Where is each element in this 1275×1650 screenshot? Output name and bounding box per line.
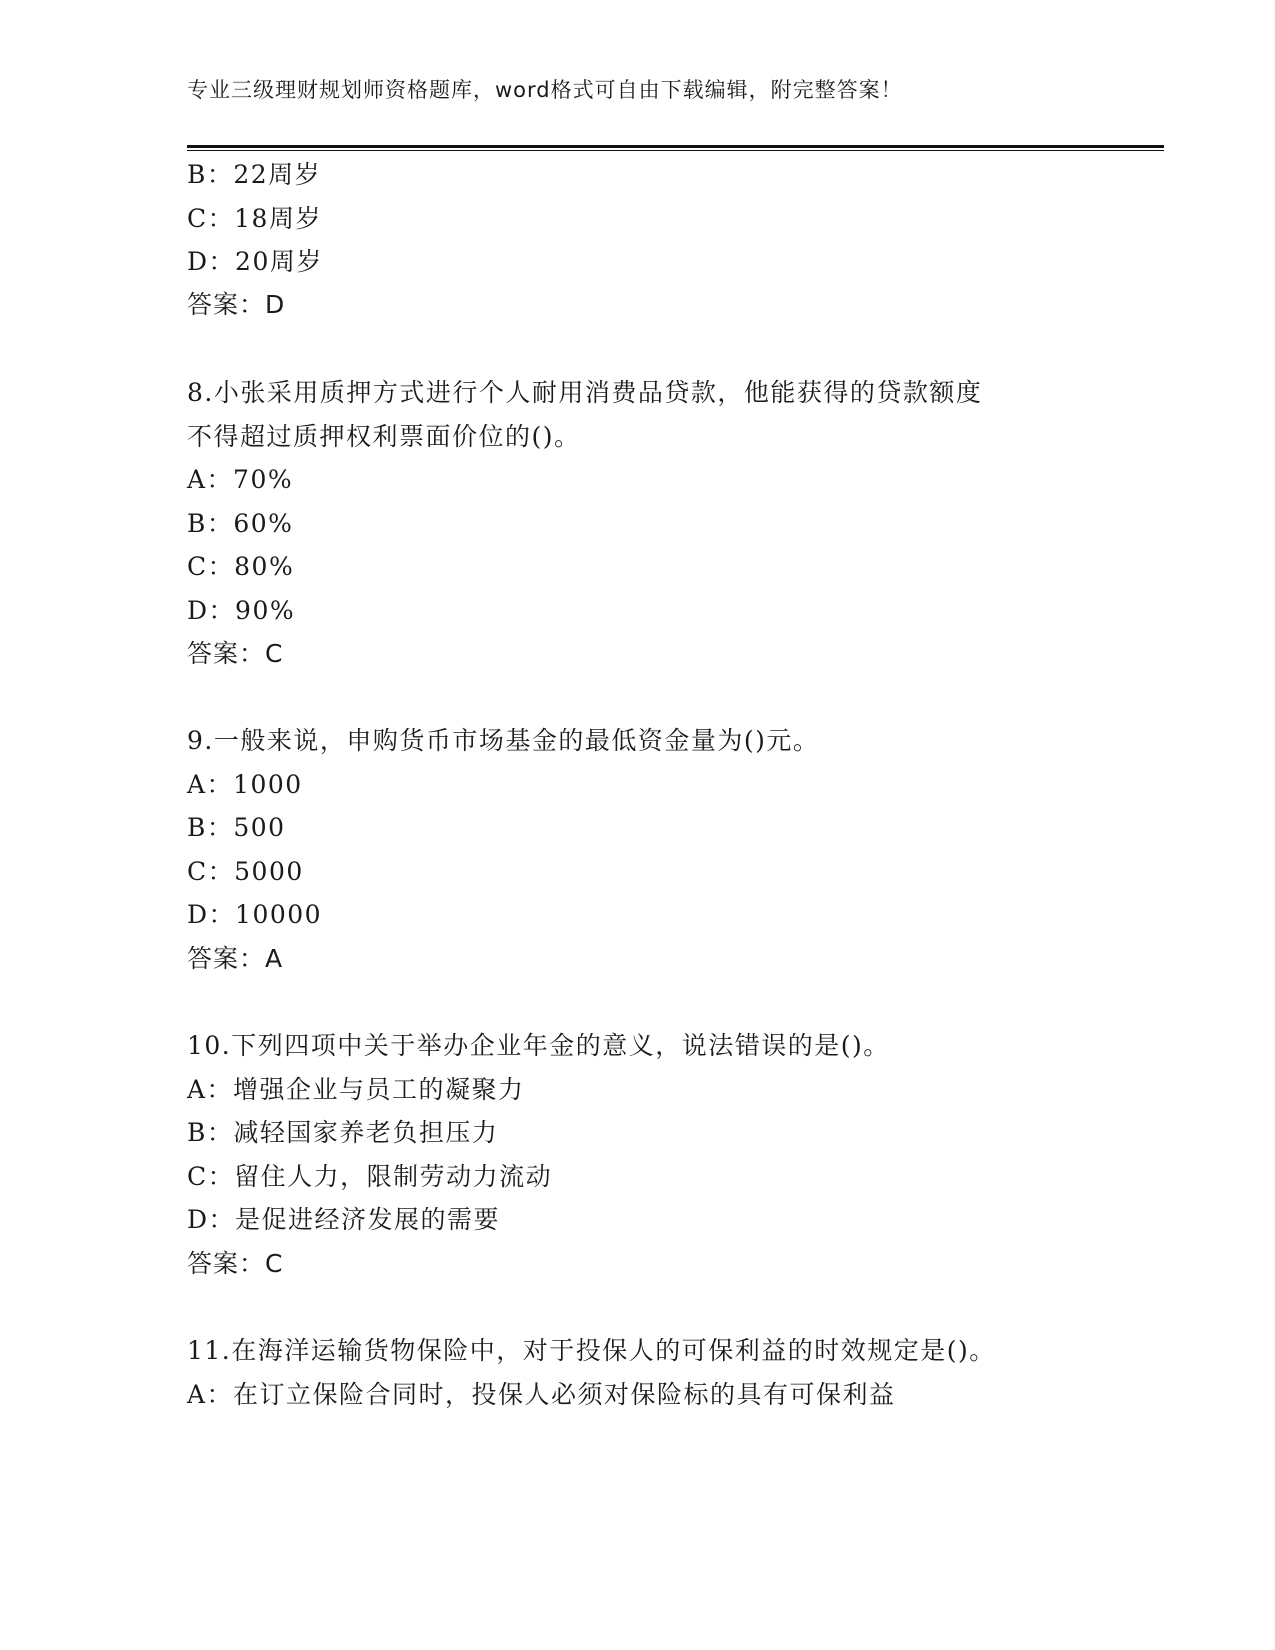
q8-answer: 答案：C <box>187 639 284 668</box>
q8-option-a: A：70% <box>187 465 294 494</box>
q7-option-b: B：22周岁 <box>187 160 322 189</box>
q10-option-d: D：是促进经济发展的需要 <box>187 1205 501 1234</box>
q8-option-c: C：80% <box>187 552 295 581</box>
q7-answer: 答案：D <box>187 290 286 319</box>
q9-option-d: D：10000 <box>187 900 323 929</box>
q10-answer: 答案：C <box>187 1249 284 1278</box>
header-rule-thin <box>187 150 1164 151</box>
header-rule-thick <box>187 145 1164 148</box>
page-header: 专业三级理财规划师资格题库，word格式可自由下载编辑，附完整答案！ <box>187 78 903 102</box>
q9-answer: 答案：A <box>187 944 284 973</box>
q8-stem-line1: 8.小张采用质押方式进行个人耐用消费品贷款，他能获得的贷款额度 <box>187 378 983 407</box>
q10-stem: 10.下列四项中关于举办企业年金的意义，说法错误的是()。 <box>187 1031 890 1060</box>
q11-stem: 11.在海洋运输货物保险中，对于投保人的可保利益的时效规定是()。 <box>187 1336 996 1365</box>
q9-option-c: C：5000 <box>187 857 304 886</box>
q10-option-b: B：减轻国家养老负担压力 <box>187 1118 499 1147</box>
q8-option-d: D：90% <box>187 596 296 625</box>
q11-option-a: A：在订立保险合同时，投保人必须对保险标的具有可保利益 <box>187 1380 896 1409</box>
q10-option-a: A：增强企业与员工的凝聚力 <box>187 1075 525 1104</box>
q9-option-a: A：1000 <box>187 770 303 799</box>
q8-stem-line2: 不得超过质押权利票面价位的()。 <box>187 422 581 451</box>
q7-option-c: C：18周岁 <box>187 204 322 233</box>
q7-option-d: D：20周岁 <box>187 247 323 276</box>
q10-option-c: C：留住人力，限制劳动力流动 <box>187 1162 553 1191</box>
q8-option-b: B：60% <box>187 509 294 538</box>
q9-option-b: B：500 <box>187 813 286 842</box>
q9-stem: 9.一般来说，申购货币市场基金的最低资金量为()元。 <box>187 726 820 755</box>
